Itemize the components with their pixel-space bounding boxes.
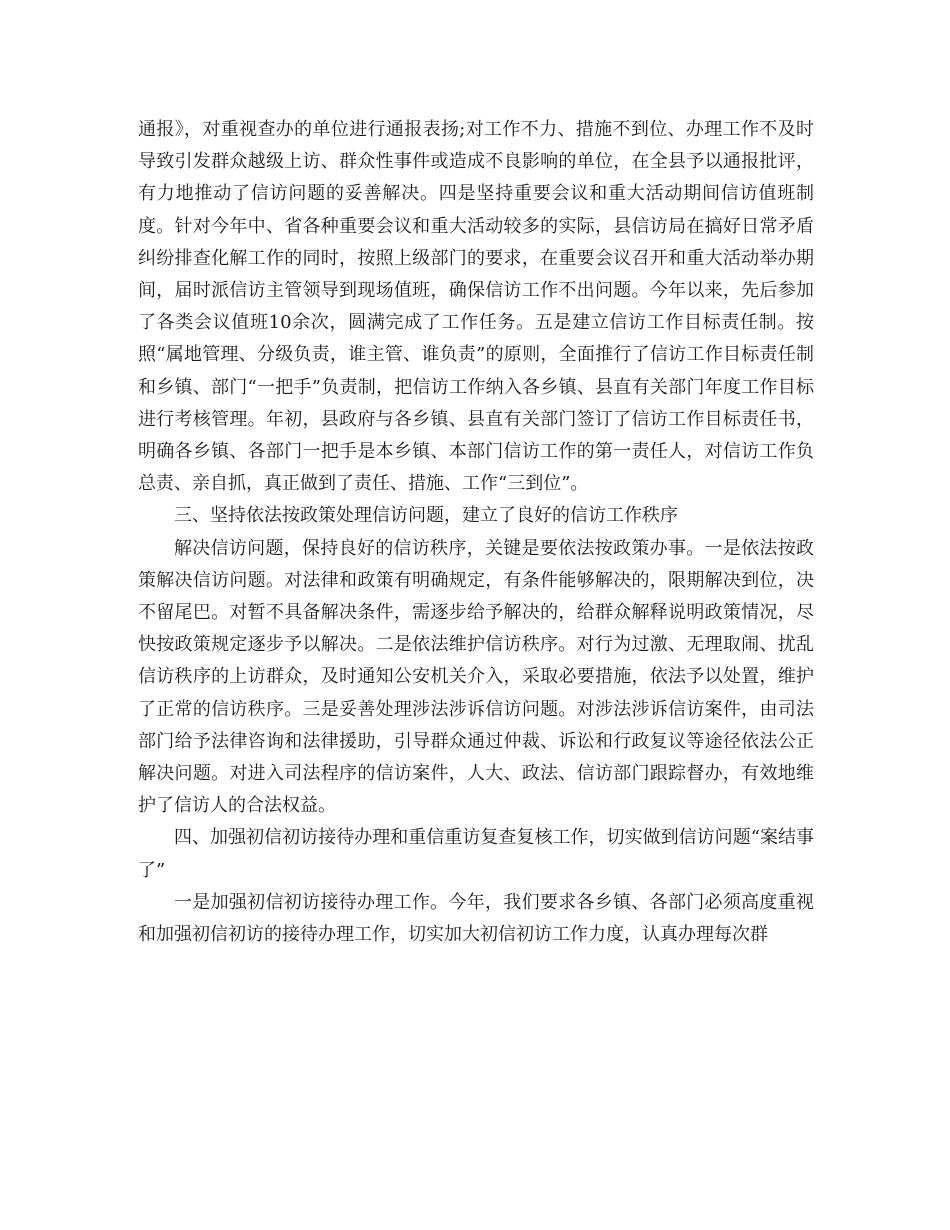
body-paragraph-continued: 通报》，对重视查办的单位进行通报表扬;对工作不力、措施不到位、办理工作不及时导致引发群众越级上访、群众性事件或造成不良影响的单位，在全县予以通报批评，有力地推动了信访问题的妥善解决。四是坚持重要会议和重大活动期间信访值班制度。针对今年中、省各种重要会议和重大活动较多的实际，县信访局在搞好日常矛盾纠纷排查化解工作的同时，按照上级部门的要求，在重要会议召开和重大活动举办期间，届时派信访主管领导到现场值班，确保信访工作不出问题。今年以来，先后参加了各类会议值班10余次，圆满完成了工作任务。五是建立信访工作目标责任制。按照“属地管理、分级负责，谁主管、谁负责”的原则，全面推行了信访工作目标责任制和乡镇、部门“一把手”负责制，把信访工作纳入各乡镇、县直有关部门年度工作目标进行考核管理。年初，县政府与各乡镇、县直有关部门签订了信访工作目标责任书，明确各乡镇、各部门一把手是本乡镇、本部门信访工作的第一责任人，对信访工作负总责、亲自抓，真正做到了责任、措施、工作“三到位”。 xyxy=(138,119,814,495)
body-paragraph-initial-petitions: 一是加强初信初访接待办理工作。今年，我们要求各乡镇、各部门必须高度重视和加强初信初访的接待办理工作，切实加大初信初访工作力度，认真办理每次群 xyxy=(138,891,814,946)
section-heading-three: 三、坚持依法按政策处理信访问题，建立了良好的信访工作秩序 xyxy=(174,505,678,527)
body-paragraph-legal-handling: 解决信访问题，保持良好的信访秩序，关键是要依法按政策办事。一是依法按政策解决信访问题。对法律和政策有明确规定，有条件能够解决的，限期解决到位，决不留尾巴。对暂不具备解决条件，需逐步给予解决的，给群众解释说明政策情况，尽快按政策规定逐步予以解决。二是依法维护信访秩序。对行为过激、无理取闹、扰乱信访秩序的上访群众，及时通知公安机关介入，采取必要措施，依法予以处置，维护了正常的信访秩序。三是妥善处理涉法涉诉信访问题。对涉法涉诉信访案件，由司法部门给予法律咨询和法律援助，引导群众通过仲裁、诉讼和行政复议等途径依法公正解决问题。对进入司法程序的信访案件，人大、政法、信访部门跟踪督办，有效地维护了信访人的合法权益。 xyxy=(138,537,814,817)
section-heading-four: 四、加强初信初访接待办理和重信重访复查复核工作，切实做到信访问题“案结事了” xyxy=(138,827,814,881)
document-body xyxy=(138,114,814,951)
